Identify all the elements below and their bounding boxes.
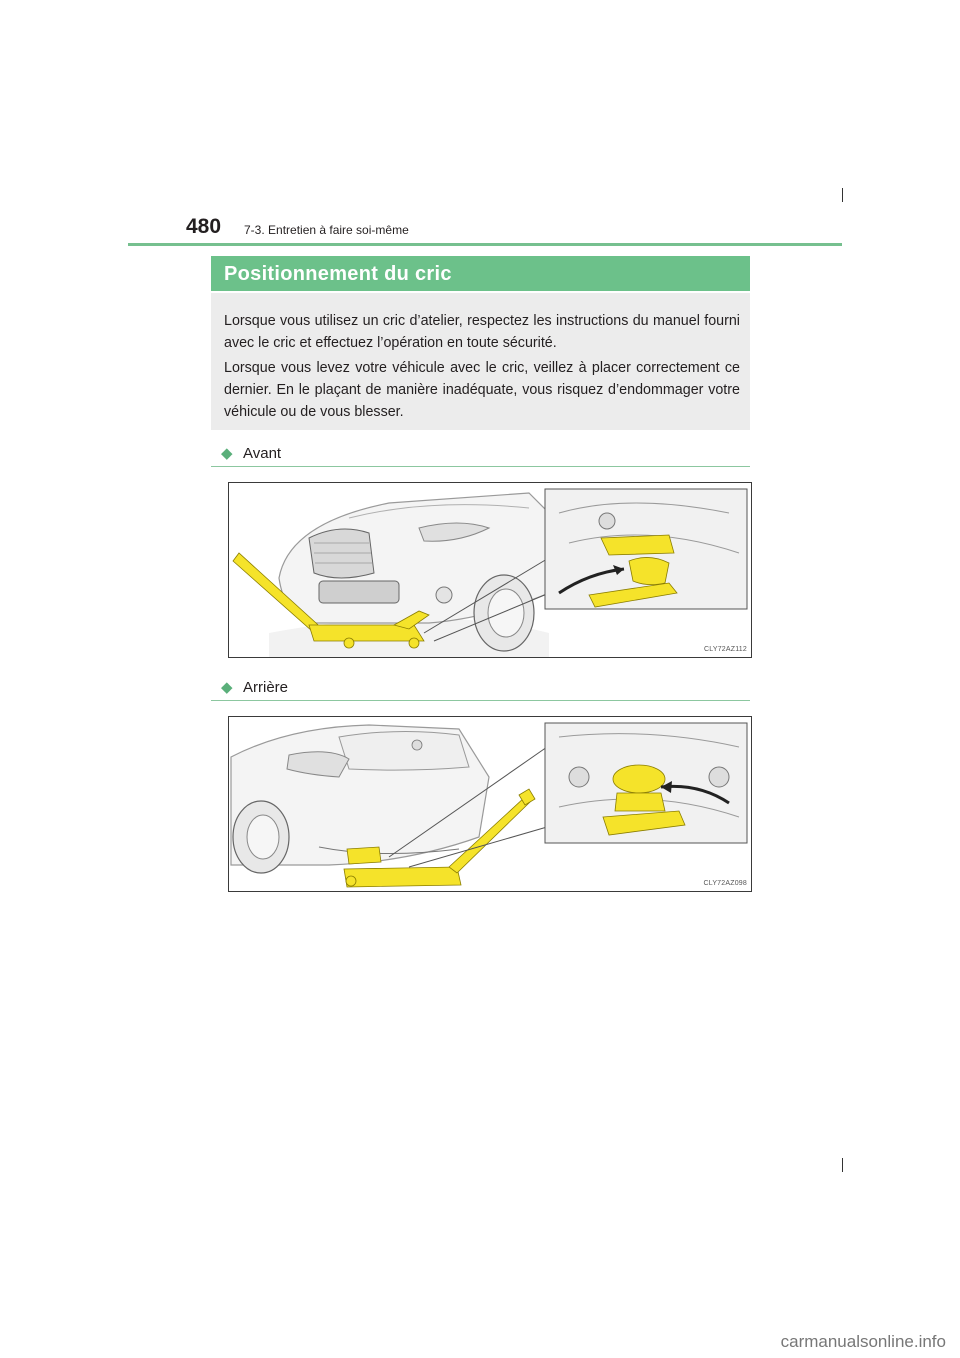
- page-title: Positionnement du cric: [224, 263, 452, 285]
- crop-mark-top: [842, 188, 843, 202]
- section-heading-front: [221, 444, 281, 463]
- intro-box: [211, 293, 750, 430]
- page-number: 480: [186, 215, 222, 238]
- figure-front-jack: [228, 482, 752, 658]
- figure-code-rear: CLY72AZ098: [703, 880, 747, 887]
- diamond-bullet-icon: ◆: [221, 679, 233, 696]
- section-rule-rear: [211, 700, 750, 701]
- figure-rear-jack: [228, 716, 752, 892]
- intro-paragraph-2: Lorsque vous levez votre véhicule avec le cric, veillez à placer correctement ce dernier. En le plaçant de manière inadéquate, vous risquez d’endommager votre véhicule ou de vous blesser.: [224, 360, 740, 420]
- section-rule-front: [211, 466, 750, 467]
- section-title: 7-3. Entretien à faire soi-même: [244, 223, 409, 237]
- intro-paragraph-1: Lorsque vous utilisez un cric d’atelier, respectez les instructions du manuel fourni avec le cric et effectuez l’opération en toute sécurité.: [224, 313, 740, 351]
- watermark-text: carmanualsonline.info: [780, 1332, 946, 1351]
- section-label-front: Avant: [243, 445, 282, 462]
- figure-code-front: CLY72AZ112: [704, 646, 747, 653]
- header-rule: [128, 243, 842, 246]
- front-jack-illustration: [229, 483, 751, 657]
- page-title-bar: [211, 256, 750, 291]
- rear-jack-illustration: [229, 717, 751, 891]
- crop-mark-bottom: [842, 1158, 843, 1172]
- section-label-rear: Arrière: [243, 679, 289, 696]
- section-heading-rear: [221, 678, 288, 697]
- diamond-bullet-icon: ◆: [221, 445, 233, 462]
